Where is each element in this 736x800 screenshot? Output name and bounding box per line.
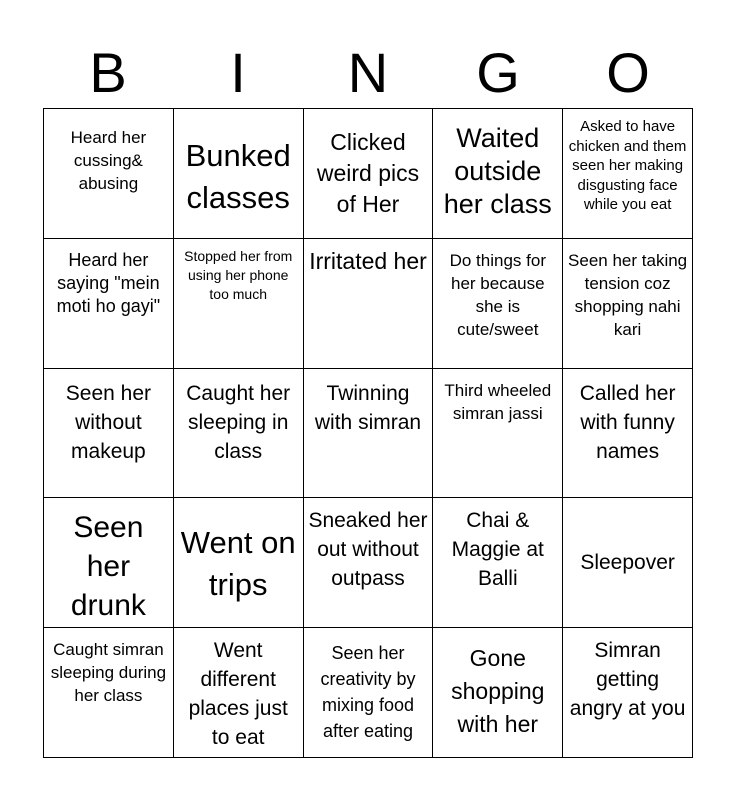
bingo-cell[interactable]	[44, 628, 174, 758]
bingo-cell[interactable]	[433, 628, 563, 758]
cell-text: Sneaked her out without outpass	[308, 509, 428, 591]
cell-text: Sleepover	[580, 551, 675, 575]
bingo-cell[interactable]	[304, 239, 434, 369]
cell-text: Clicked weird pics of Her	[316, 129, 420, 217]
bingo-cell[interactable]	[433, 369, 563, 499]
cell-text: Heard her saying "mein moti ho gayi"	[56, 249, 161, 316]
bingo-cell[interactable]	[563, 628, 693, 758]
bingo-grid	[43, 108, 693, 758]
bingo-cell[interactable]	[174, 628, 304, 758]
cell-text: Irritated her	[309, 247, 427, 274]
cell-text: Asked to have chicken and them seen her making disgusting face while you eat	[568, 118, 687, 213]
cell-text: Third wheeled simran jassi	[444, 380, 552, 423]
bingo-cell[interactable]	[174, 498, 304, 628]
bingo-cell[interactable]	[563, 239, 693, 369]
bingo-cell[interactable]	[44, 498, 174, 628]
cell-text: Went on trips	[180, 525, 296, 603]
header-letter-g: G	[476, 41, 520, 104]
bingo-cell[interactable]	[433, 239, 563, 369]
cell-text: Seen her creativity by mixing food after eating	[320, 643, 416, 742]
cell-text: Went different places just to eat	[188, 639, 288, 750]
bingo-header	[43, 38, 693, 108]
cell-text: Twinning with simran	[314, 381, 422, 434]
header-letter-n: N	[347, 41, 389, 104]
cell-text: Called her with funny names	[579, 381, 676, 463]
cell-text: Waited outside her class	[443, 123, 552, 219]
bingo-cell[interactable]	[174, 109, 304, 239]
cell-text: Heard her cussing& abusing	[70, 128, 147, 193]
bingo-cell[interactable]	[433, 109, 563, 239]
bingo-cell[interactable]	[44, 109, 174, 239]
bingo-cell[interactable]	[174, 239, 304, 369]
cell-text: Gone shopping with her	[451, 645, 545, 738]
bingo-cell[interactable]	[174, 369, 304, 499]
bingo-cell[interactable]	[304, 628, 434, 758]
bingo-cell[interactable]	[44, 239, 174, 369]
header-letter-o: O	[606, 41, 650, 104]
cell-text: Chai & Maggie at Balli	[451, 509, 544, 591]
cell-text: Seen her without makeup	[65, 381, 152, 463]
cell-text: Seen her drunk	[70, 511, 146, 623]
bingo-cell[interactable]	[44, 369, 174, 499]
bingo-cell[interactable]	[433, 498, 563, 628]
bingo-cell[interactable]	[563, 498, 693, 628]
cell-text: Stopped her from using her phone too much	[184, 247, 293, 302]
header-letter-i: I	[230, 41, 246, 104]
bingo-cell[interactable]	[563, 109, 693, 239]
cell-text: Caught her sleeping in class	[186, 381, 291, 463]
cell-text: Bunked classes	[185, 138, 291, 215]
cell-text: Do things for her because she is cute/sweet	[449, 250, 546, 339]
cell-text: Seen her taking tension coz shopping nahi kari	[568, 250, 688, 339]
cell-text: Simran getting angry at you	[569, 639, 686, 721]
bingo-cell[interactable]	[304, 369, 434, 499]
bingo-cell[interactable]	[563, 369, 693, 499]
cell-text: Caught simran sleeping during her class	[50, 640, 167, 706]
header-letter-b: B	[89, 41, 127, 104]
bingo-cell[interactable]	[304, 109, 434, 239]
bingo-cell[interactable]	[304, 498, 434, 628]
